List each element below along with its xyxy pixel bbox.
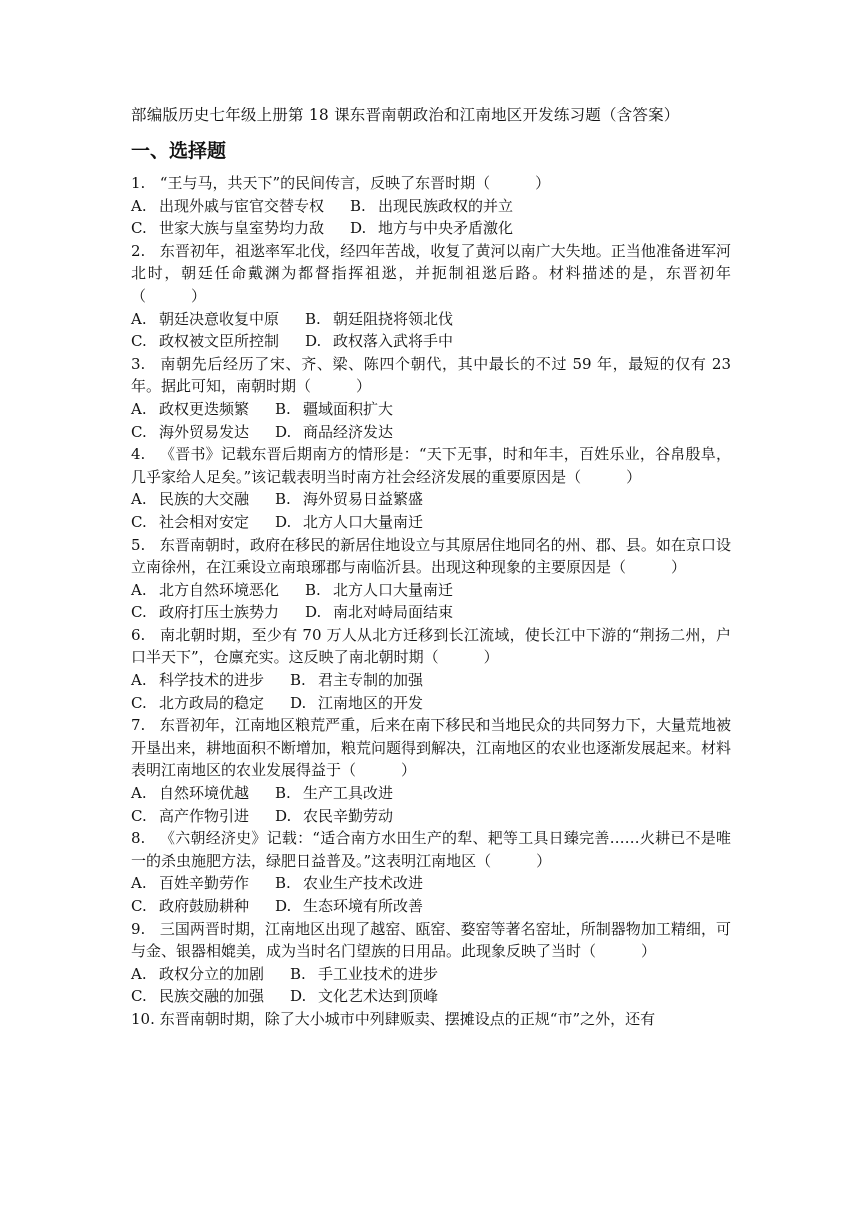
answer-option [131,805,249,828]
option-letter: B. [290,671,306,690]
answer-option [131,488,249,511]
option-letter: B. [275,490,291,509]
option-letter: B. [305,309,321,328]
option-letter: D. [275,422,292,441]
option-text: 政权分立的加剧 [159,964,265,983]
answer-option [305,579,453,602]
question-item [131,1008,731,1031]
option-text: 百姓辛勤劳作 [159,874,250,893]
question-number: 2. [131,241,146,260]
option-letter: B. [305,580,321,599]
answer-option [131,895,249,918]
answer-option [290,963,438,986]
option-text: 海外贸易日益繁盛 [303,490,424,509]
option-text: 北方人口大量南迁 [333,580,454,599]
option-text: 政府鼓励耕种 [159,897,250,915]
option-text: 海外贸易发达 [159,422,250,441]
option-letter: A. [131,196,147,215]
answer-option [290,669,423,692]
question-item [131,534,731,624]
option-text: 政权落入武将手中 [333,332,454,351]
option-letter: A. [131,399,147,418]
answer-option [131,398,249,421]
option-text: 疆域面积扩大 [303,399,394,418]
question-number: 1. [131,174,146,192]
option-text: 文化艺术达到顶峰 [318,987,439,1006]
question-stem [131,443,731,488]
option-letter: A. [131,784,147,803]
option-letter: A. [131,309,147,328]
answer-option [275,488,423,511]
question-number: 5. [131,535,146,554]
section-heading: 一、选择题 [131,140,227,162]
question-number: 10. [131,1009,155,1028]
question-stem [131,624,731,669]
answer-option [131,579,279,602]
question-text: 《晋书》记载东晋后期南方的情形是：“天下无事，时和年丰，百姓乐业，谷帛殷阜，几乎家给人足矣。”该记载表明当时南方社会经济发展的重要原因是（ ） [131,445,731,486]
option-row [131,601,731,624]
option-text: 科学技术的进步 [159,671,265,690]
option-text: 民族交融的加强 [159,987,265,1006]
option-letter: B. [275,874,291,893]
question-number: 4. [131,445,146,464]
answer-option [131,782,249,805]
option-text: 政权更迭频繁 [159,399,250,418]
option-row [131,872,731,895]
option-letter: A. [131,580,147,599]
question-item [131,714,731,827]
question-stem [131,714,731,782]
option-row [131,805,731,828]
option-letter: B. [275,399,291,418]
question-item [131,624,731,714]
option-text: 高产作物引进 [159,806,250,825]
option-letter: C. [131,693,147,712]
answer-option [275,398,393,421]
option-letter: D. [275,806,292,825]
option-row [131,421,731,444]
question-stem [131,353,731,398]
option-text: 北方自然环境恶化 [159,580,280,599]
answer-option [305,308,453,331]
option-text: 北方政局的稳定 [159,693,265,712]
option-letter: D. [275,897,292,915]
question-text: “王与马，共天下”的民间传言，反映了东晋时期（ ） [159,174,551,192]
question-text: 三国两晋时期，江南地区出现了越窑、瓯窑、婺窑等著名窑址，所制器物加工精细，可与金、银器相媲美，成为当时名门望族的日用品。此现象反映了当时（ ） [131,919,731,961]
option-text: 南北对峙局面结束 [333,603,454,622]
option-text: 政府打压士族势力 [159,603,280,622]
question-list [131,172,731,1031]
answer-option [290,985,438,1008]
answer-option [350,217,513,240]
answer-option [131,511,249,534]
option-text: 农民辛勤劳动 [303,806,394,825]
question-text: 南北朝时期，至少有 70 万人从北方迁移到长江流域，使长江中下游的“荆扬二州，户口半天下”，仓廪充实。这反映了南北朝时期（ ） [131,625,731,667]
question-stem [131,534,731,579]
question-stem [131,172,731,195]
option-text: 世家大族与皇室势均力敌 [159,219,325,238]
answer-option [131,217,324,240]
option-text: 自然环境优越 [159,784,250,803]
question-text: 南朝先后经历了宋、齐、梁、陈四个朝代，其中最长的不过 59 年，最短的仅有 23 年。据此可知，南朝时期（ ） [131,354,731,396]
option-letter: A. [131,964,147,983]
question-item [131,240,731,353]
option-text: 手工业技术的进步 [318,964,439,983]
question-number: 6. [131,625,146,644]
option-letter: A. [131,671,147,690]
option-letter: B. [350,196,366,215]
option-letter: A. [131,874,147,893]
question-number: 8. [131,829,146,848]
option-letter: C. [131,806,147,825]
option-text: 出现民族政权的并立 [378,196,514,215]
answer-option [305,330,453,353]
answer-option [131,669,264,692]
question-text: 东晋初年，江南地区粮荒严重，后来在南下移民和当地民众的共同努力下，大量荒地被开垦出来，耕地面积不断增加，粮荒问题得到解决，江南地区的农业也逐渐发展起来。材料表明江南地区的农业发展得益于（ ） [131,716,732,780]
option-letter: D. [290,693,307,712]
question-item [131,353,731,443]
option-row [131,692,731,715]
answer-option [131,872,249,895]
option-row [131,669,731,692]
option-text: 商品经济发达 [303,422,394,441]
option-letter: D. [290,987,307,1006]
option-letter: C. [131,512,147,531]
option-text: 江南地区的开发 [318,693,424,712]
option-row [131,895,731,918]
answer-option [131,601,279,624]
option-letter: C. [131,332,147,351]
option-text: 社会相对安定 [159,512,250,531]
question-text: 东晋初年，祖逖率军北伐，经四年苦战，收复了黄河以南广大失地。正当他准备进军河北时，朝廷任命戴渊为都督指挥祖逖，并扼制祖逖后路。材料描述的是，东晋初年（ ） [131,241,731,305]
answer-option [131,963,264,986]
option-text: 朝廷决意收复中原 [159,309,280,328]
answer-option [275,511,423,534]
answer-option [131,692,264,715]
answer-option [305,601,453,624]
answer-option [131,195,324,218]
option-text: 君主专制的加强 [318,671,424,690]
option-text: 朝廷阻挠将领北伐 [333,309,454,328]
option-letter: C. [131,219,147,238]
document-title: 部编版历史七年级上册第 18 课东晋南朝政治和江南地区开发练习题（含答案） [131,106,680,124]
option-row [131,330,731,353]
question-stem [131,918,731,963]
question-number: 9. [131,919,146,938]
answer-option [350,195,513,218]
option-text: 民族的大交融 [159,490,250,509]
option-letter: C. [131,987,147,1006]
question-number: 7. [131,716,146,735]
option-letter: A. [131,490,147,509]
option-letter: B. [275,784,291,803]
question-item [131,918,731,1008]
option-letter: C. [131,897,147,915]
option-text: 北方人口大量南迁 [303,512,424,531]
option-letter: D. [305,603,322,622]
answer-option [131,421,249,444]
option-text: 出现外戚与宦官交替专权 [159,196,325,215]
option-row [131,195,731,218]
option-row [131,511,731,534]
answer-option [275,782,393,805]
option-letter: D. [305,332,322,351]
option-text: 地方与中央矛盾激化 [378,219,514,238]
option-text: 生产工具改进 [303,784,394,803]
option-row [131,308,731,331]
option-letter: C. [131,422,147,441]
answer-option [275,421,393,444]
question-item [131,827,731,917]
option-letter: C. [131,603,147,622]
option-text: 生态环境有所改善 [303,897,424,915]
option-letter: D. [275,512,292,531]
question-number: 3. [131,354,146,373]
question-stem [131,1008,731,1031]
answer-option [275,872,423,895]
option-row [131,488,731,511]
question-stem [131,240,731,308]
answer-option [131,308,279,331]
option-letter: D. [350,219,367,238]
option-row [131,398,731,421]
answer-option [275,805,393,828]
option-letter: B. [290,964,306,983]
option-row [131,579,731,602]
question-item [131,172,731,240]
option-text: 政权被文臣所控制 [159,332,280,351]
answer-option [275,895,423,918]
question-text: 东晋南朝时，政府在移民的新居住地设立与其原居住地同名的州、郡、县。如在京口设立南徐州，在江乘设立南琅琊郡与南临沂县。出现这种现象的主要原因是（ ） [131,535,731,577]
answer-option [290,692,423,715]
answer-option [131,330,279,353]
option-row [131,217,731,240]
option-row [131,963,731,986]
option-row [131,782,731,805]
question-text: 《六朝经济史》记载：“适合南方水田生产的犁、耙等工具日臻完善……火耕已不是唯一的杀虫施肥方法，绿肥日益普及。”这表明江南地区（ ） [131,829,731,870]
question-item [131,443,731,533]
option-text: 农业生产技术改进 [303,874,424,893]
question-stem [131,827,731,872]
option-row [131,985,731,1008]
answer-option [131,985,264,1008]
question-text: 东晋南朝时期，除了大小城市中列肆贩卖、摆摊设点的正规“市”之外，还有 [159,1009,656,1028]
